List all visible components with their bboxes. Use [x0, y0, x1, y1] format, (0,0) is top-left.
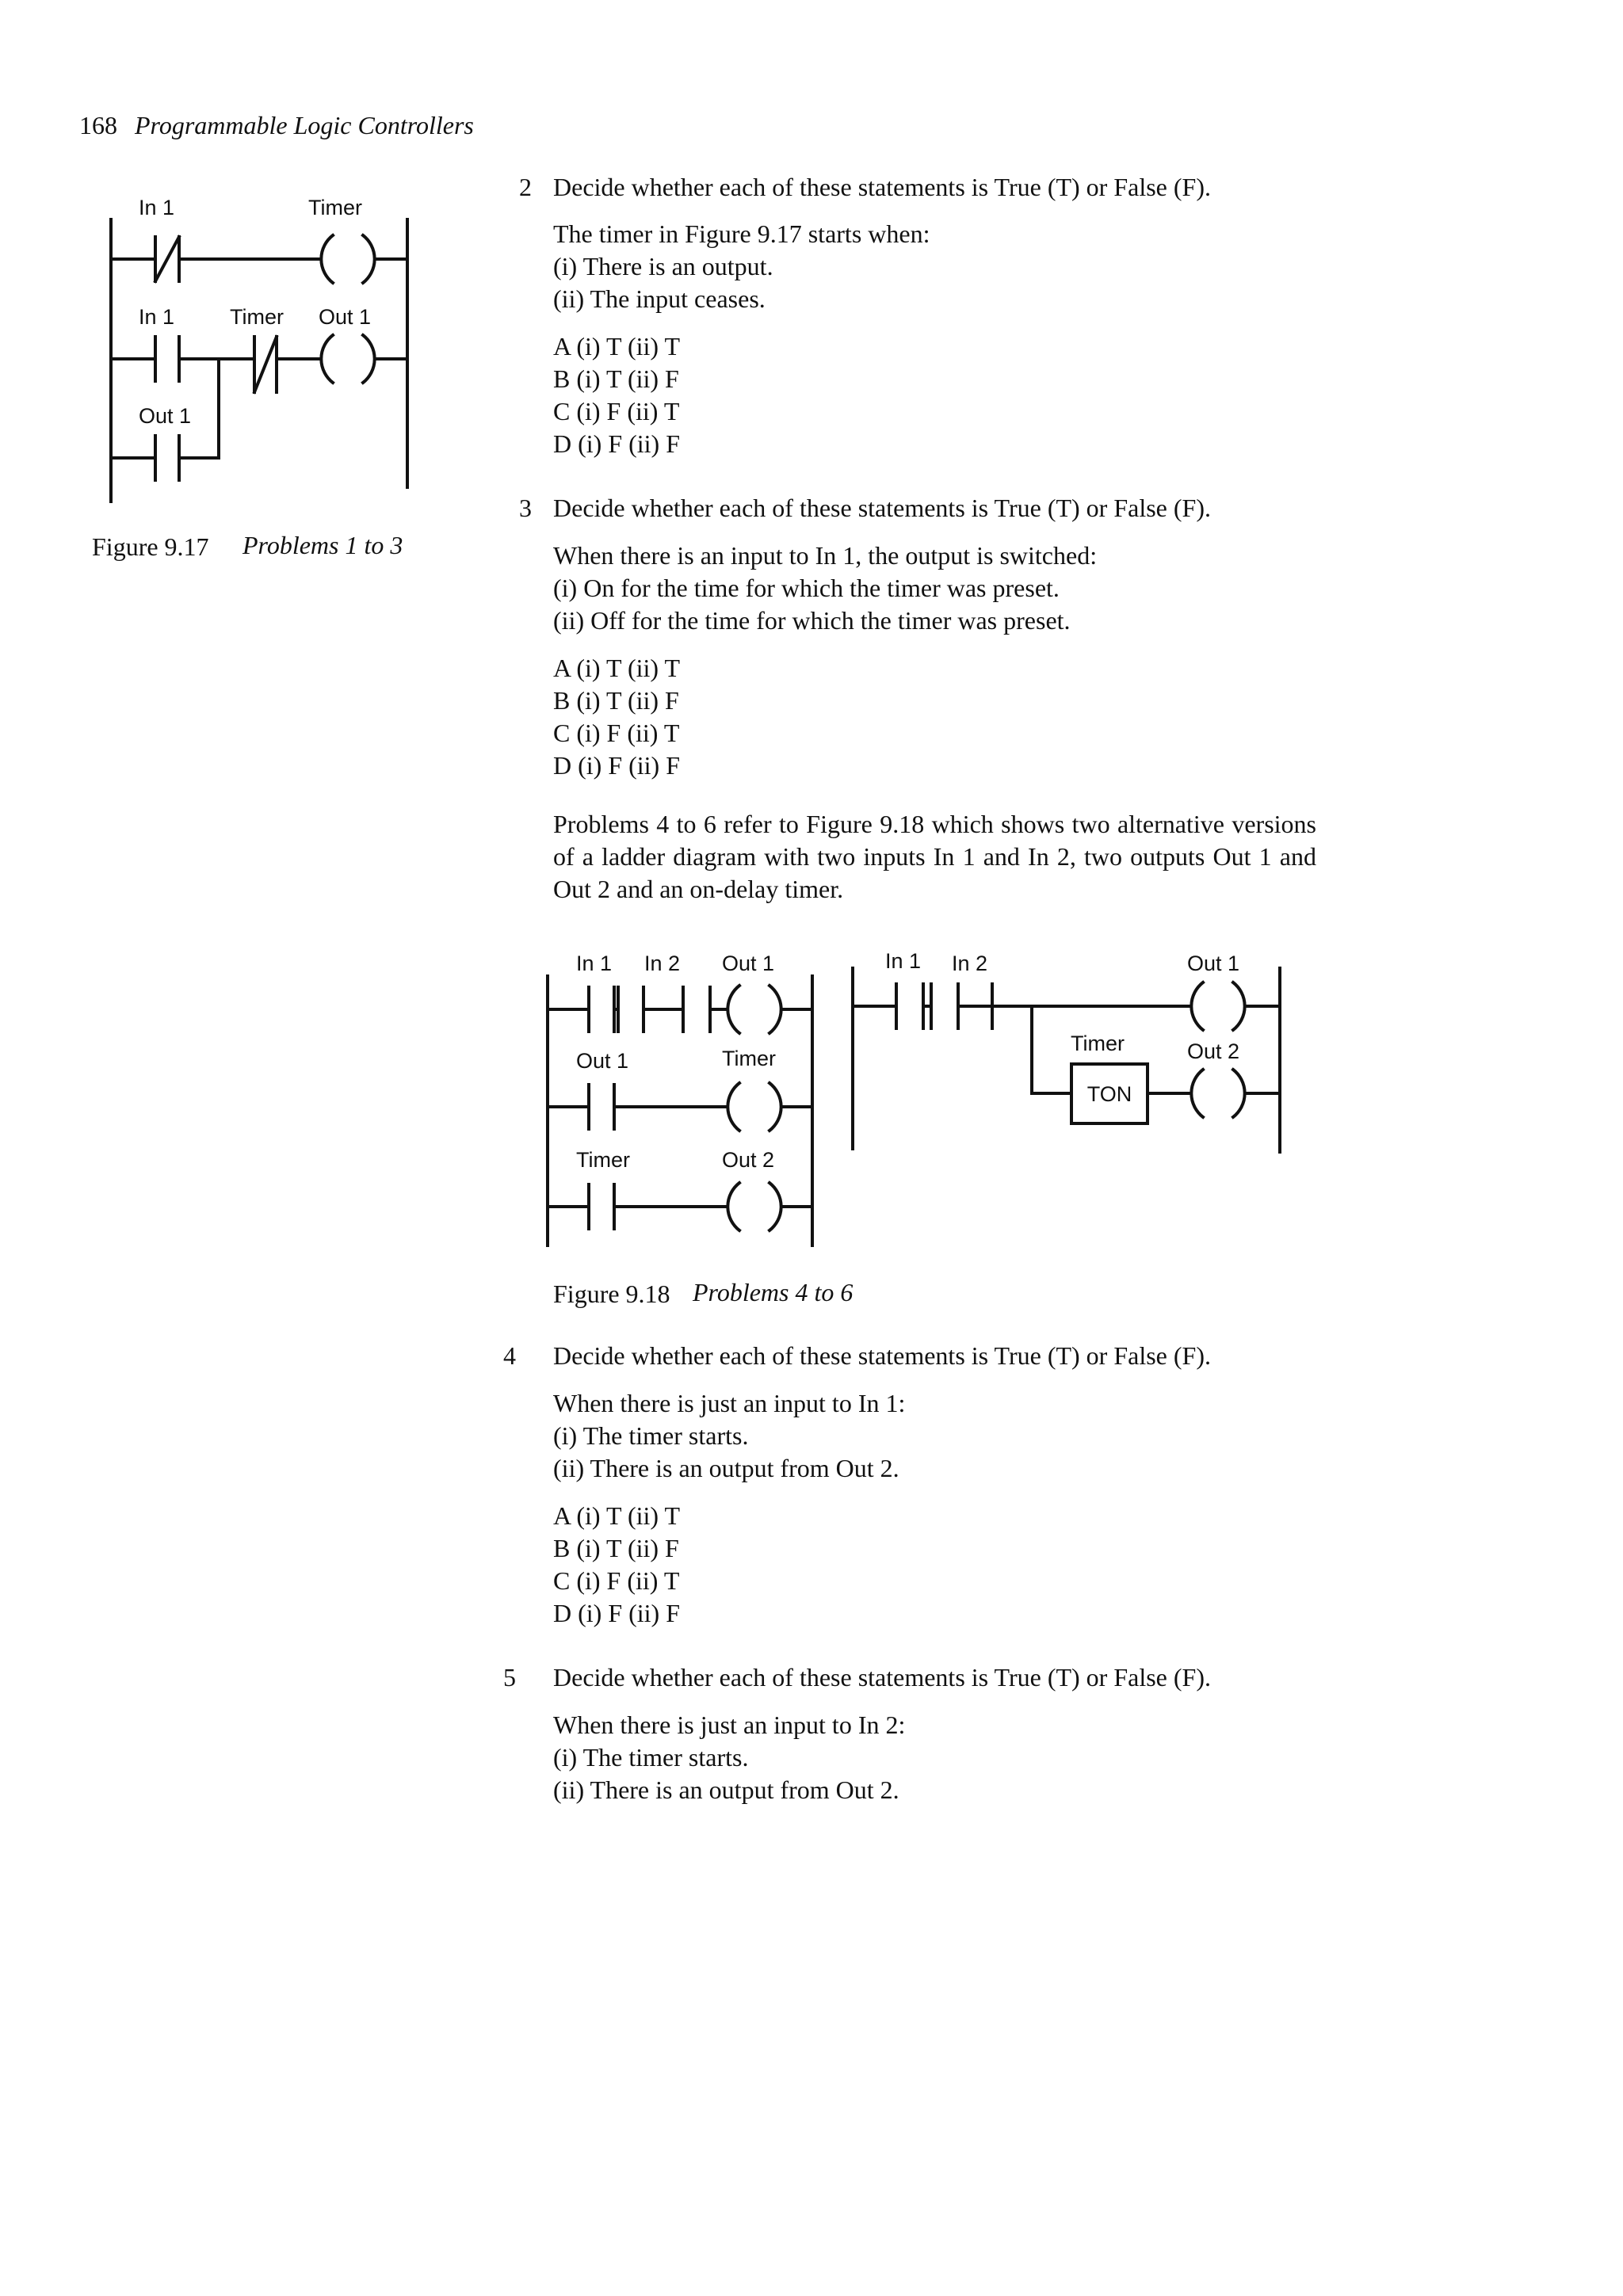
- problems-4-to-6-intro: Problems 4 to 6 refer to Figure 9.18 which shows two alternative versions of a ladder diagram with two inputs In 1 and In 2, two outputs Out 1 and Out 2 and an on-delay timer.: [553, 810, 1316, 903]
- fig918-right-label-out2: Out 2: [1187, 1039, 1240, 1063]
- question-3-statement: When there is an input to In 1, the output is switched:: [553, 541, 1098, 570]
- question-2-item-i: (i) There is an output.: [553, 252, 773, 280]
- question-5-item-ii: (ii) There is an output from Out 2.: [553, 1775, 899, 1804]
- question-4-option-c: C (i) F (ii) T: [553, 1566, 680, 1595]
- fig918-right-label-in1: In 1: [885, 949, 922, 973]
- fig918-left-label-in1: In 1: [576, 952, 613, 975]
- question-4-item-i: (i) The timer starts.: [553, 1421, 749, 1450]
- question-4-statement: When there is just an input to In 1:: [553, 1389, 906, 1417]
- fig917-label-out1-contact: Out 1: [139, 404, 192, 428]
- figure-9-18-caption-number: Figure 9.18: [553, 1280, 670, 1308]
- fig917-label-timer-contact: Timer: [230, 305, 284, 329]
- question-2-option-b: B (i) T (ii) F: [553, 364, 679, 393]
- question-4-option-d: D (i) F (ii) F: [553, 1599, 680, 1627]
- question-2-statement: The timer in Figure 9.17 starts when:: [553, 219, 930, 248]
- question-2-number: 2: [519, 173, 532, 201]
- question-2-item-ii: (ii) The input ceases.: [553, 284, 766, 313]
- question-2-option-c: C (i) F (ii) T: [553, 397, 680, 425]
- fig917-label-timer-coil: Timer: [308, 196, 362, 219]
- question-4-option-b: B (i) T (ii) F: [553, 1534, 679, 1562]
- fig918-right-label-out1: Out 1: [1187, 952, 1240, 975]
- page-number: 168: [79, 111, 117, 139]
- fig918-left-label-out2: Out 2: [722, 1148, 775, 1172]
- fig918-left-label-in2: In 2: [644, 952, 681, 975]
- question-5-number: 5: [503, 1663, 516, 1691]
- question-3-item-i: (i) On for the time for which the timer was preset.: [553, 574, 1060, 602]
- question-2-option-a: A (i) T (ii) T: [553, 332, 680, 360]
- question-5-prompt: Decide whether each of these statements is True (T) or False (F).: [553, 1663, 1211, 1691]
- question-4-option-a: A (i) T (ii) T: [553, 1501, 680, 1530]
- fig918-right-label-timer: Timer: [1071, 1032, 1125, 1055]
- question-3-number: 3: [519, 494, 532, 522]
- fig917-label-in1-top: In 1: [139, 196, 175, 219]
- fig917-label-in1-rung2: In 1: [139, 305, 175, 329]
- question-3-option-a: A (i) T (ii) T: [553, 654, 680, 682]
- fig918-right-ton-block: TON: [1086, 1082, 1132, 1106]
- fig918-left-label-timer-contact: Timer: [576, 1148, 630, 1172]
- fig918-left-label-out1-contact: Out 1: [576, 1049, 629, 1073]
- question-4-prompt: Decide whether each of these statements is True (T) or False (F).: [553, 1341, 1211, 1370]
- question-4-number: 4: [503, 1341, 516, 1370]
- question-5-statement: When there is just an input to In 2:: [553, 1711, 906, 1739]
- question-3-prompt: Decide whether each of these statements is True (T) or False (F).: [553, 494, 1211, 522]
- question-2-option-d: D (i) F (ii) F: [553, 429, 680, 458]
- question-4-item-ii: (ii) There is an output from Out 2.: [553, 1454, 899, 1482]
- fig918-right-label-in2: In 2: [952, 952, 988, 975]
- question-2-prompt: Decide whether each of these statements is True (T) or False (F).: [553, 173, 1211, 201]
- question-3-option-b: B (i) T (ii) F: [553, 686, 679, 715]
- fig917-label-out1-coil: Out 1: [319, 305, 372, 329]
- figure-9-17-caption-title: Problems 1 to 3: [242, 531, 403, 559]
- question-3-option-c: C (i) F (ii) T: [553, 719, 680, 747]
- running-title: Programmable Logic Controllers: [135, 111, 474, 139]
- figure-9-17-caption-number: Figure 9.17: [92, 532, 209, 561]
- fig918-left-label-timer-coil: Timer: [722, 1047, 776, 1070]
- question-3-item-ii: (ii) Off for the time for which the timer was preset.: [553, 606, 1071, 635]
- question-5-item-i: (i) The timer starts.: [553, 1743, 749, 1772]
- fig918-left-label-out1: Out 1: [722, 952, 775, 975]
- figure-9-18-caption-title: Problems 4 to 6: [693, 1278, 854, 1306]
- question-3-option-d: D (i) F (ii) F: [553, 751, 680, 780]
